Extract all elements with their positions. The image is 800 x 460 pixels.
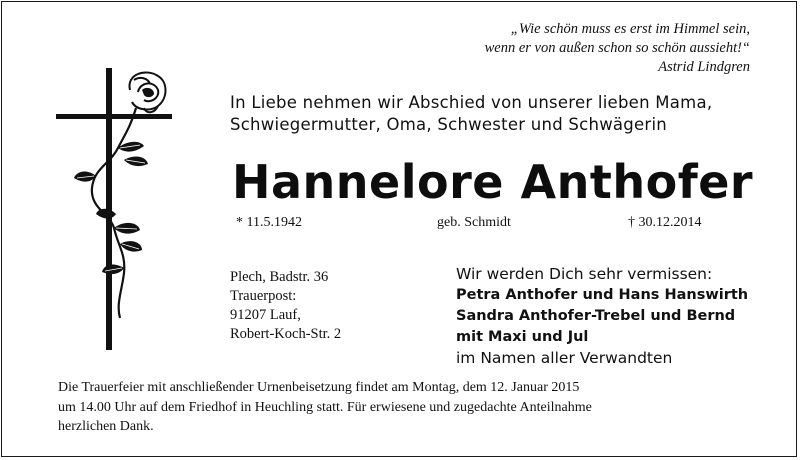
quote-author: Astrid Lindgren bbox=[658, 59, 750, 75]
mourner-name: mit Maxi und Jul bbox=[456, 329, 589, 345]
address-line-4: Robert-Koch-Str. 2 bbox=[230, 326, 342, 342]
intro-line-2: Schwiegermutter, Oma, Schwester und Schwägerin bbox=[230, 115, 667, 134]
farewell-intro bbox=[230, 92, 750, 136]
footer-line-1: Die Trauerfeier mit anschließender Urnenbeisetzung findet am Montag, dem 12. Januar 2015 bbox=[58, 380, 580, 395]
cross-with-rose-icon bbox=[54, 68, 174, 368]
epigraph-quote bbox=[390, 20, 750, 77]
mourner-name: Sandra Anthofer-Trebel und Bernd bbox=[456, 308, 736, 324]
footer-line-2: um 14.00 Uhr auf dem Friedhof in Heuchling statt. Für erwiesene und zugedachte Anteilnahme bbox=[58, 399, 592, 415]
quote-line-2: wenn er von außen schon so schön aussieht!“ bbox=[484, 40, 750, 56]
address-line-3: 91207 Lauf, bbox=[230, 307, 301, 323]
funeral-details bbox=[58, 378, 758, 437]
contact-address bbox=[230, 268, 430, 344]
maiden-name: geb. Schmidt bbox=[437, 215, 511, 230]
mourners-heading: Wir werden Dich sehr vermissen: bbox=[456, 265, 713, 283]
address-line-1: Plech, Badstr. 36 bbox=[230, 269, 329, 285]
mourners-block bbox=[456, 264, 786, 369]
footer-line-3: herzlichen Dank. bbox=[58, 419, 154, 434]
intro-line-1: In Liebe nehmen wir Abschied von unserer lieben Mama, bbox=[230, 93, 713, 112]
mourner-name: Petra Anthofer und Hans Hanswirth bbox=[456, 287, 749, 303]
address-line-2: Trauerpost: bbox=[230, 288, 297, 304]
quote-line-1: „Wie schön muss es erst im Himmel sein, bbox=[510, 21, 750, 37]
birth-date: * 11.5.1942 bbox=[236, 215, 302, 230]
mourners-closing: im Namen aller Verwandten bbox=[456, 349, 673, 367]
death-date: † 30.12.2014 bbox=[628, 215, 702, 230]
deceased-name: Hannelore Anthofer bbox=[232, 155, 754, 209]
